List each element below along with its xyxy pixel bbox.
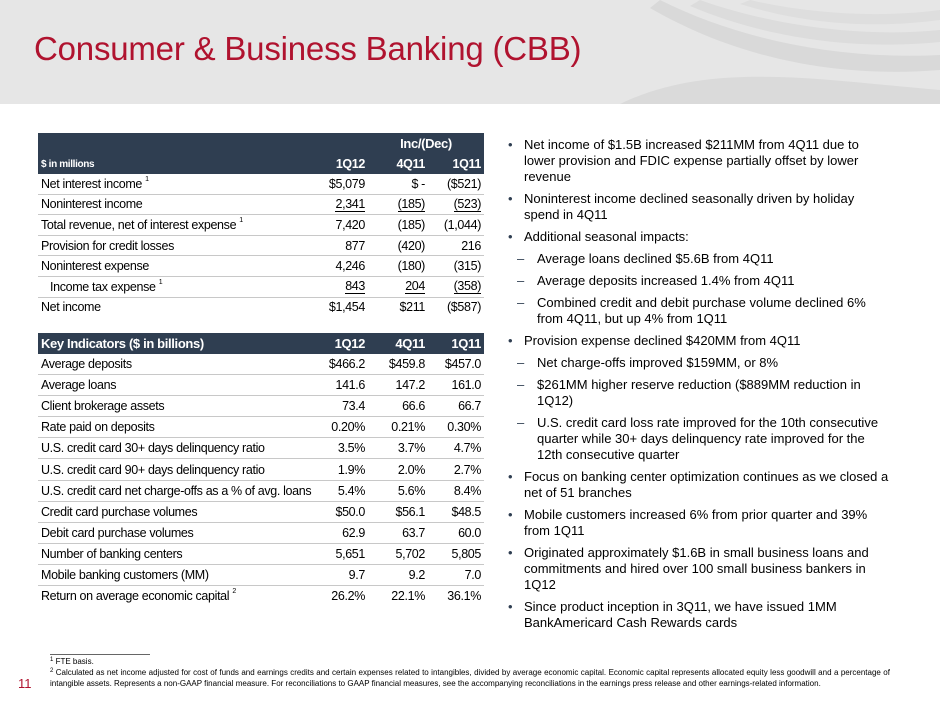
key-indicators-table (38, 333, 484, 606)
table-cell: 63.7 (368, 522, 428, 543)
table-row (38, 417, 484, 438)
row-label: Credit card purchase volumes (41, 504, 198, 519)
table-cell: 5,702 (368, 543, 428, 564)
table-cell: 216 (428, 235, 484, 256)
table-cell: (180) (368, 256, 428, 277)
table-cell: 2,341 (335, 196, 365, 211)
row-label: Debit card purchase volumes (41, 525, 194, 540)
footnote-ref: 2 (232, 588, 236, 596)
table-row (38, 522, 484, 543)
table-cell: 9.2 (368, 564, 428, 585)
table-cell: 62.9 (284, 522, 368, 543)
table-cell: (185) (368, 215, 428, 236)
table-cell: 60.0 (428, 522, 484, 543)
table-cell: 147.2 (368, 375, 428, 396)
table-cell: $1,454 (328, 300, 365, 315)
table-cell: $ - (368, 174, 428, 194)
table-cell: $211 (399, 300, 425, 315)
footnote-number: 2 (50, 668, 54, 674)
column-header: 4Q11 (368, 333, 428, 354)
table-cell: 7,420 (284, 215, 368, 236)
footnote (50, 667, 890, 689)
table-cell: 66.6 (368, 396, 428, 417)
table-cell: 0.20% (284, 417, 368, 438)
sub-bullet-item: – Average loans declined $5.6B from 4Q11 (507, 251, 892, 267)
row-label: U.S. credit card 30+ days delinquency ratio (41, 441, 265, 456)
row-label: Mobile banking customers (MM) (41, 567, 209, 582)
page-title: Consumer & Business Banking (CBB) (34, 30, 582, 67)
column-header: 1Q12 (284, 333, 368, 354)
table-cell: 2.0% (368, 459, 428, 480)
table-cell: (185) (397, 196, 425, 211)
table-cell: 66.7 (428, 396, 484, 417)
footnote-ref: 1 (239, 216, 243, 224)
table-header-row (38, 333, 484, 354)
table-cell: 0.30% (428, 417, 484, 438)
bullet-item: • Focus on banking center optimization continues as we closed a net of 51 branches (507, 469, 892, 501)
table-cell: ($521) (428, 174, 484, 194)
table-row (38, 297, 484, 317)
flag-logo-graphic (620, 0, 940, 104)
table-header-row (38, 133, 484, 154)
inc-dec-header: Inc/(Dec) (368, 133, 484, 154)
table-cell: $466.2 (284, 354, 368, 375)
key-indicators-body (38, 354, 484, 606)
table-cell: 161.0 (428, 375, 484, 396)
table-cell: 4.7% (428, 438, 484, 459)
sub-bullet-item: – Combined credit and debit purchase volume declined 6% from 4Q11, but up 4% from 1Q11 (507, 295, 892, 327)
table-row (38, 501, 484, 522)
bullet-item: • Additional seasonal impacts: (507, 229, 892, 245)
sub-bullet-item: – U.S. credit card loss rate improved for the 10th consecutive quarter while 30+ days delinquency rate improved for the 12th consecutive quarter (507, 415, 892, 463)
table-row (38, 543, 484, 564)
footnote-ref: 1 (145, 175, 149, 183)
bullet-item: • Originated approximately $1.6B in small business loans and commitments and hired over 100 small business bankers in 1Q12 (507, 545, 892, 593)
table-row (38, 174, 484, 194)
footnote (50, 656, 890, 667)
table-row (38, 396, 484, 417)
row-label: Client brokerage assets (41, 399, 165, 414)
row-label: Net interest income (41, 176, 143, 191)
bullet-item: • Provision expense declined $420MM from 4Q11 (507, 333, 892, 349)
sub-bullet-item: – $261MM higher reserve reduction ($889MM reduction in 1Q12) (507, 377, 892, 409)
row-label: U.S. credit card net charge-offs as a % of avg. loans (41, 483, 312, 498)
table-cell: 73.4 (284, 396, 368, 417)
table-row (38, 215, 484, 236)
footnote-number: 1 (50, 657, 54, 663)
table-cell: (1,044) (428, 215, 484, 236)
page-number: 11 (18, 676, 32, 691)
table-cell: 26.2% (331, 589, 365, 604)
table-cell: 5.4% (284, 480, 368, 501)
sub-bullet-item: – Net charge-offs improved $159MM, or 8% (507, 355, 892, 371)
bullet-item: • Mobile customers increased 6% from prior quarter and 39% from 1Q11 (507, 507, 892, 539)
key-indicators-header: Key Indicators ($ in billions) (38, 333, 284, 354)
row-label: U.S. credit card 90+ days delinquency ratio (41, 462, 265, 477)
table-row (38, 256, 484, 277)
table-cell: 22.1% (391, 589, 425, 604)
table-cell: $56.1 (368, 501, 428, 522)
table-cell: 3.5% (284, 438, 368, 459)
financial-summary-table (38, 133, 484, 317)
row-label: Net income (41, 300, 101, 315)
row-label: Income tax expense (50, 279, 156, 294)
table-row (38, 438, 484, 459)
table-row (38, 194, 484, 215)
table-cell: ($587) (446, 300, 482, 315)
table-row (38, 354, 484, 375)
table-column-header-row (38, 154, 484, 174)
row-label: Provision for credit losses (41, 238, 174, 253)
column-header: 1Q11 (428, 333, 484, 354)
table-cell: 5.6% (368, 480, 428, 501)
table-cell: 3.7% (368, 438, 428, 459)
table-cell: 0.21% (368, 417, 428, 438)
table-cell: 7.0 (428, 564, 484, 585)
sub-bullet-item: – Average deposits increased 1.4% from 4Q11 (507, 273, 892, 289)
slide-header (0, 0, 940, 104)
table-cell: 5,651 (284, 543, 368, 564)
table-row (38, 586, 484, 607)
table-cell: 141.6 (284, 375, 368, 396)
table-cell: 9.7 (284, 564, 368, 585)
table-cell: (420) (368, 235, 428, 256)
table-cell: (523) (453, 196, 482, 211)
table-cell: 4,246 (284, 256, 368, 277)
footnotes (50, 656, 890, 689)
footnote-text: FTE basis. (55, 657, 94, 666)
table-cell: $5,079 (284, 174, 368, 194)
column-header: 1Q11 (428, 154, 484, 174)
table-cell: 36.1% (447, 589, 481, 604)
row-label: Rate paid on deposits (41, 420, 155, 435)
table-cell: $48.5 (428, 501, 484, 522)
table-cell: 5,805 (428, 543, 484, 564)
row-label: Average deposits (41, 357, 132, 372)
row-label: Average loans (41, 378, 117, 393)
table-row (38, 480, 484, 501)
footnote-divider (50, 654, 150, 655)
commentary-bullets (507, 137, 892, 637)
table-row (38, 564, 484, 585)
row-label: Noninterest income (41, 197, 143, 212)
table-cell: (358) (453, 279, 482, 294)
row-label: Number of banking centers (41, 546, 183, 561)
footnote-text: Calculated as net income adjusted for cost of funds and earnings credits and certain expenses related to intangibles, divided by average economic capital. Economic capital represents allocated equity less goodwill and a percentage of intangible assets. Represents a non-GAAP financial measure. For reconciliations to GAAP financial measures, see the accompanying reconciliations in the earnings press release and other earnings-related information. (50, 668, 890, 688)
table-row (38, 375, 484, 396)
column-header: 1Q12 (284, 154, 368, 174)
row-label: Return on average economic capital (41, 589, 230, 604)
table-cell: $457.0 (428, 354, 484, 375)
bullet-item: • Since product inception in 3Q11, we have issued 1MM BankAmericard Cash Rewards cards (507, 599, 892, 631)
table-row (38, 276, 484, 297)
table-row (38, 235, 484, 256)
bullet-item: • Net income of $1.5B increased $211MM from 4Q11 due to lower provision and FDIC expense partially offset by lower revenue (507, 137, 892, 185)
table-cell: 204 (405, 279, 425, 294)
row-label: Noninterest expense (41, 259, 150, 274)
unit-label: $ in millions (38, 154, 284, 174)
table-cell: $459.8 (368, 354, 428, 375)
bullet-item: • Noninterest income declined seasonally driven by holiday spend in 4Q11 (507, 191, 892, 223)
footnote-ref: 1 (158, 278, 163, 286)
table-cell: (315) (428, 256, 484, 277)
bullet-list (507, 137, 892, 631)
column-header: 4Q11 (368, 154, 428, 174)
table-cell: $50.0 (284, 501, 368, 522)
table-cell: 843 (345, 279, 365, 294)
table-cell: 8.4% (428, 480, 484, 501)
table-cell: 1.9% (284, 459, 368, 480)
table-cell: 877 (284, 235, 368, 256)
row-label: Total revenue, net of interest expense (41, 217, 237, 232)
table-cell: 2.7% (428, 459, 484, 480)
table-row (38, 459, 484, 480)
